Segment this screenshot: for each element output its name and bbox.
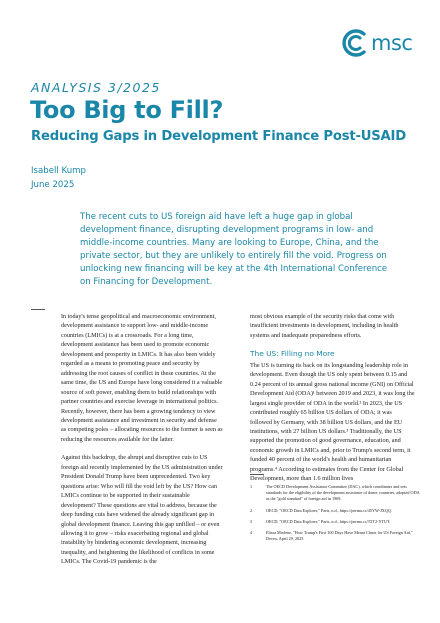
body-paragraph: In today's tense geopolitical and macroeconomic environment, development assistance to support low- and middle-income countries (LMICs) is at a crossroads. For a long time, development assistance has been used to promote economic development and prosperity in LMICs. It has also been widely regarded as a means to promoting peace and security by addressing the root causes of conflict in these countries. At the same time, the US and Europe have long considered it a valuable source of soft power, enabling them to build relationships with partner countries and exercise leverage in international politics. Recently, however, there has been a growing tendency to view development assistance and investment in security and defense as competing poles – allocating resources to the former is seen as reducing the resources available for the latter. [61,313,223,443]
footnote-text: OECD, "OECD Data Explorer," Paris, n.d., https://perma.cc/T2T2-YTUT. [266,518,391,524]
footnote [250,484,420,503]
footnote [250,508,420,514]
footnote-number: 4 [250,530,253,536]
page-title: Too Big to Fill? [30,96,224,124]
section-divider [31,309,45,310]
footnote-text: The OECD Development Assistance Committee (DAC), which coordinates and sets standards for the eligibility of the development assistance of donor countries, adopted ODA as the "gold standard" of foreign aid in 1969. [266,484,420,502]
footnotes [250,484,420,547]
footnote-number: 1 [250,484,253,489]
author-name: Isabell Kump [31,166,87,176]
footnote [250,530,420,542]
publication-date: June 2025 [31,180,75,190]
body-paragraph: most obvious example of the security risks that come with insufficient investments in development, including in health systems and inadequate preparedness efforts. [250,313,399,339]
footnote [250,519,420,525]
analysis-series-label: ANALYSIS 3/2025 [31,80,161,95]
footnote-text: OECD, "OECD Data Explorer," Paris, n.d., https://perma.cc/45YW-JXQQ. [266,507,392,513]
footnote-number: 3 [250,518,253,524]
body-column-right [250,312,415,493]
footnote-number: 2 [250,507,253,513]
body-column-left [61,312,223,576]
abstract: The recent cuts to US foreign aid have left a huge gap in global development finance, disrupting development programs in low- and middle-income countries. Many are looking to Europe, China, and the private sector, but they are unlikely to entirely fill the void. Progress on unlocking new financing will be key at the 4th International Conference on Financing for Development. [80,212,388,287]
section-heading: The US: Filling no More [250,349,335,359]
page-subtitle: Reducing Gaps in Development Finance Post-USAID [31,129,406,144]
footnote-divider [250,474,264,475]
body-paragraph: Against this backdrop, the abrupt and disruptive cuts to US foreign aid recently implemented by the US administration under President Donald Trump have been unprecedented. Two key questions arise: Who will fill the void left by the US? How can LMICs continue to be supported in their sustainable development? These questions are vital to address, because the deep funding cuts have widened the already significant gap in global development finance. Leaving this gap unfilled – or even allowing it to grow – risks exacerbating regional and global instability by hindering economic development, increasing inequality, and heightening the likelihood of conflicts in some LMICs. The Covid-19 pandemic is the [61,454,223,566]
footnote-text: Elissa Miolene, "How Trump's First 100 Days Have Meant Chaos for US Foreign Aid," Devex, April 29, 2025. [266,530,413,542]
msc-logo [339,26,419,60]
logo-text: msc [371,31,413,55]
msc-logo-icon [339,28,369,58]
body-paragraph: The US is turning its back on its longstanding leadership role in development. Even though the US only spent between 0.15 and 0.24 percent of its annual gross national income (GNI) on Official Development Aid (ODA)¹ between 2019 and 2023, it was long the largest single provider of ODA in the world.² In 2023, the US contributed roughly 65 billion US dollars of ODA; it was followed by Germany, with 38 billion US dollars, and the EU institutions, with 27 billion US dollars.³ Traditionally, the US supported the promotion of good governance, education, and economic growth in LMICs and, prior to Trump's second term, it funded 40 percent of the world's health and humanitarian programs.⁴ According to estimates from the Center for Global Development, more than 1.6 million lives [250,361,415,483]
